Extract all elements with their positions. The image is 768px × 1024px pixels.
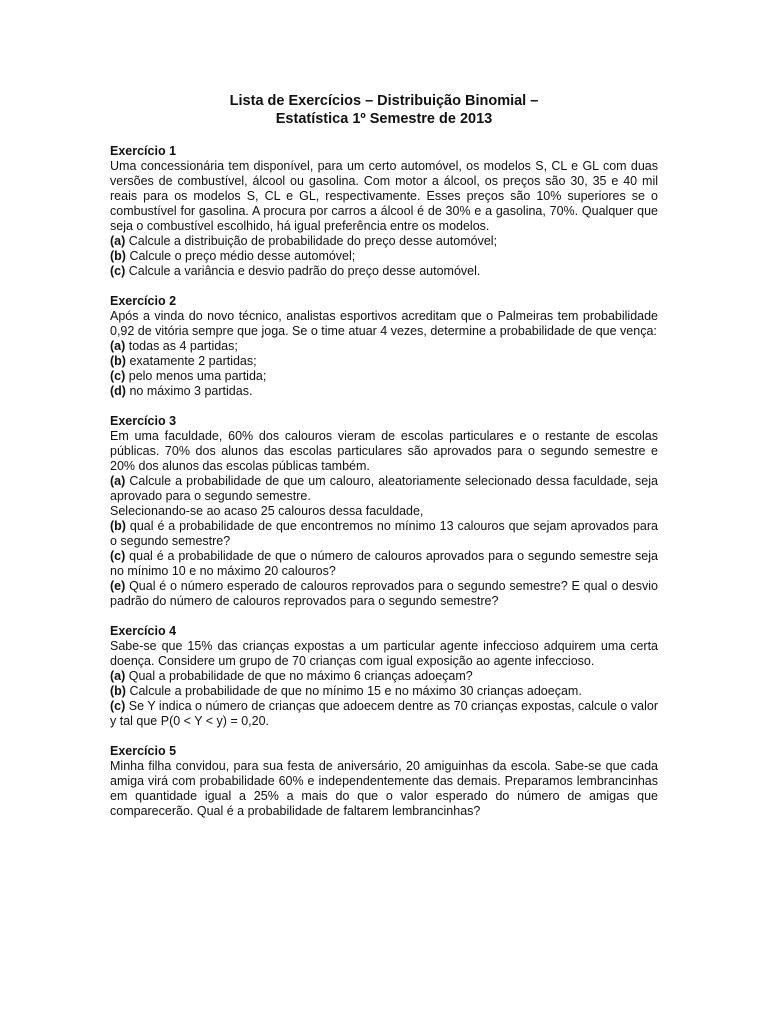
exercise-2 xyxy=(110,294,658,399)
exercise-heading: Exercício 2 xyxy=(110,294,177,308)
item-text: todas as 4 partidas; xyxy=(125,339,238,353)
exercise-intro: Minha filha convidou, para sua festa de aniversário, 20 amiguinhas da escola. Sabe-se que cada amiga virá com probabilidade 60% e independentemente das demais. Preparamos lembrancinhas em quantidade igual a 25% a mais do que o valor esperado do número de amigas que comparecerão. Qual é a probabilidade de faltarem lembrancinhas? xyxy=(110,759,658,818)
question-item xyxy=(110,234,658,249)
question-item xyxy=(110,474,658,504)
question-item xyxy=(110,684,658,699)
item-text: Qual é o número esperado de calouros reprovados para o segundo semestre? E qual o desvio padrão do número de calouros reprovados para o segundo semestre? xyxy=(110,579,658,608)
exercise-1 xyxy=(110,144,658,279)
item-text: qual é a probabilidade de que o número de calouros aprovados para o segundo semestre seja no mínimo 10 e no máximo 20 calouros? xyxy=(110,549,658,578)
item-text: pelo menos uma partida; xyxy=(125,369,267,383)
item-label: (b) xyxy=(110,249,126,263)
item-label: (c) xyxy=(110,699,126,713)
document-page xyxy=(110,92,658,834)
item-text: Calcule a probabilidade de que no mínimo 15 e no máximo 30 crianças adoeçam. xyxy=(125,684,582,698)
question-item xyxy=(110,519,658,549)
question-item xyxy=(110,549,658,579)
item-text: qual é a probabilidade de que encontremos no mínimo 13 calouros que sejam aprovados para o segundo semestre? xyxy=(110,519,658,548)
item-text: Calcule a variância e desvio padrão do preço desse automóvel. xyxy=(125,264,481,278)
title-line-2: Estatística 1º Semestre de 2013 xyxy=(275,111,493,127)
item-text: Se Y indica o número de crianças que adoecem dentre as 70 crianças expostas, calcule o valor y tal que P(0 < Y < y) = 0,20. xyxy=(110,699,658,728)
item-label: (b) xyxy=(110,519,126,533)
question-item xyxy=(110,249,658,264)
exercise-heading: Exercício 5 xyxy=(110,744,177,758)
question-item xyxy=(110,579,658,609)
item-label: (a) xyxy=(110,234,126,248)
exercise-heading: Exercício 3 xyxy=(110,414,177,428)
question-item xyxy=(110,339,658,354)
exercise-intro: Uma concessionária tem disponível, para um certo automóvel, os modelos S, CL e GL com duas versões de combustível, álcool ou gasolina. Com motor a álcool, os preços são 30, 35 e 40 mil reais para os modelos S, CL e GL, respectivamente. Esses preços são 10% superiores se o combustível for gasolina. A procura por carros a álcool é de 30% e a gasolina, 70%. Qualquer que seja o combustível escolhido, há igual preferência entre os modelos. xyxy=(110,159,658,233)
item-label: (a) xyxy=(110,339,126,353)
exercise-heading: Exercício 4 xyxy=(110,624,177,638)
item-text: no máximo 3 partidas. xyxy=(125,384,253,398)
exercise-4 xyxy=(110,624,658,729)
item-label: (c) xyxy=(110,549,126,563)
question-item xyxy=(110,669,658,684)
exercise-5 xyxy=(110,744,658,819)
exercise-3 xyxy=(110,414,658,609)
question-item xyxy=(110,354,658,369)
question-item xyxy=(110,699,658,729)
item-text: exatamente 2 partidas; xyxy=(125,354,257,368)
question-item xyxy=(110,264,658,279)
item-label: (d) xyxy=(110,384,126,398)
item-label: (b) xyxy=(110,684,126,698)
title-line-1: Lista de Exercícios – Distribuição Binomial – xyxy=(229,93,539,109)
exercise-intro: Após a vinda do novo técnico, analistas esportivos acreditam que o Palmeiras tem probabilidade 0,92 de vitória sempre que joga. Se o time atuar 4 vezes, determine a probabilidade de que vença: xyxy=(110,309,658,338)
exercise-middle-text: Selecionando-se ao acaso 25 calouros dessa faculdade, xyxy=(110,504,424,518)
item-text: Calcule a distribuição de probabilidade do preço desse automóvel; xyxy=(125,234,498,248)
item-label: (a) xyxy=(110,669,126,683)
item-label: (a) xyxy=(110,474,126,488)
item-label: (c) xyxy=(110,264,126,278)
exercise-heading: Exercício 1 xyxy=(110,144,177,158)
question-item xyxy=(110,384,658,399)
item-label: (c) xyxy=(110,369,126,383)
item-text: Calcule o preço médio desse automóvel; xyxy=(125,249,356,263)
item-label: (e) xyxy=(110,579,126,593)
question-item xyxy=(110,369,658,384)
exercise-intro: Em uma faculdade, 60% dos calouros vieram de escolas particulares e o restante de escolas públicas. 70% dos alunos das escolas particulares são aprovados para o segundo semestre e 20% dos alunos das escolas públicas também. xyxy=(110,429,658,473)
item-text: Qual a probabilidade de que no máximo 6 crianças adoeçam? xyxy=(125,669,473,683)
document-title xyxy=(110,92,658,128)
item-text: Calcule a probabilidade de que um calouro, aleatoriamente selecionado dessa faculdade, seja aprovado para o segundo semestre. xyxy=(110,474,658,503)
exercise-intro: Sabe-se que 15% das crianças expostas a um particular agente infeccioso adquirem uma certa doença. Considere um grupo de 70 crianças com igual exposição ao agente infeccioso. xyxy=(110,639,658,668)
item-label: (b) xyxy=(110,354,126,368)
